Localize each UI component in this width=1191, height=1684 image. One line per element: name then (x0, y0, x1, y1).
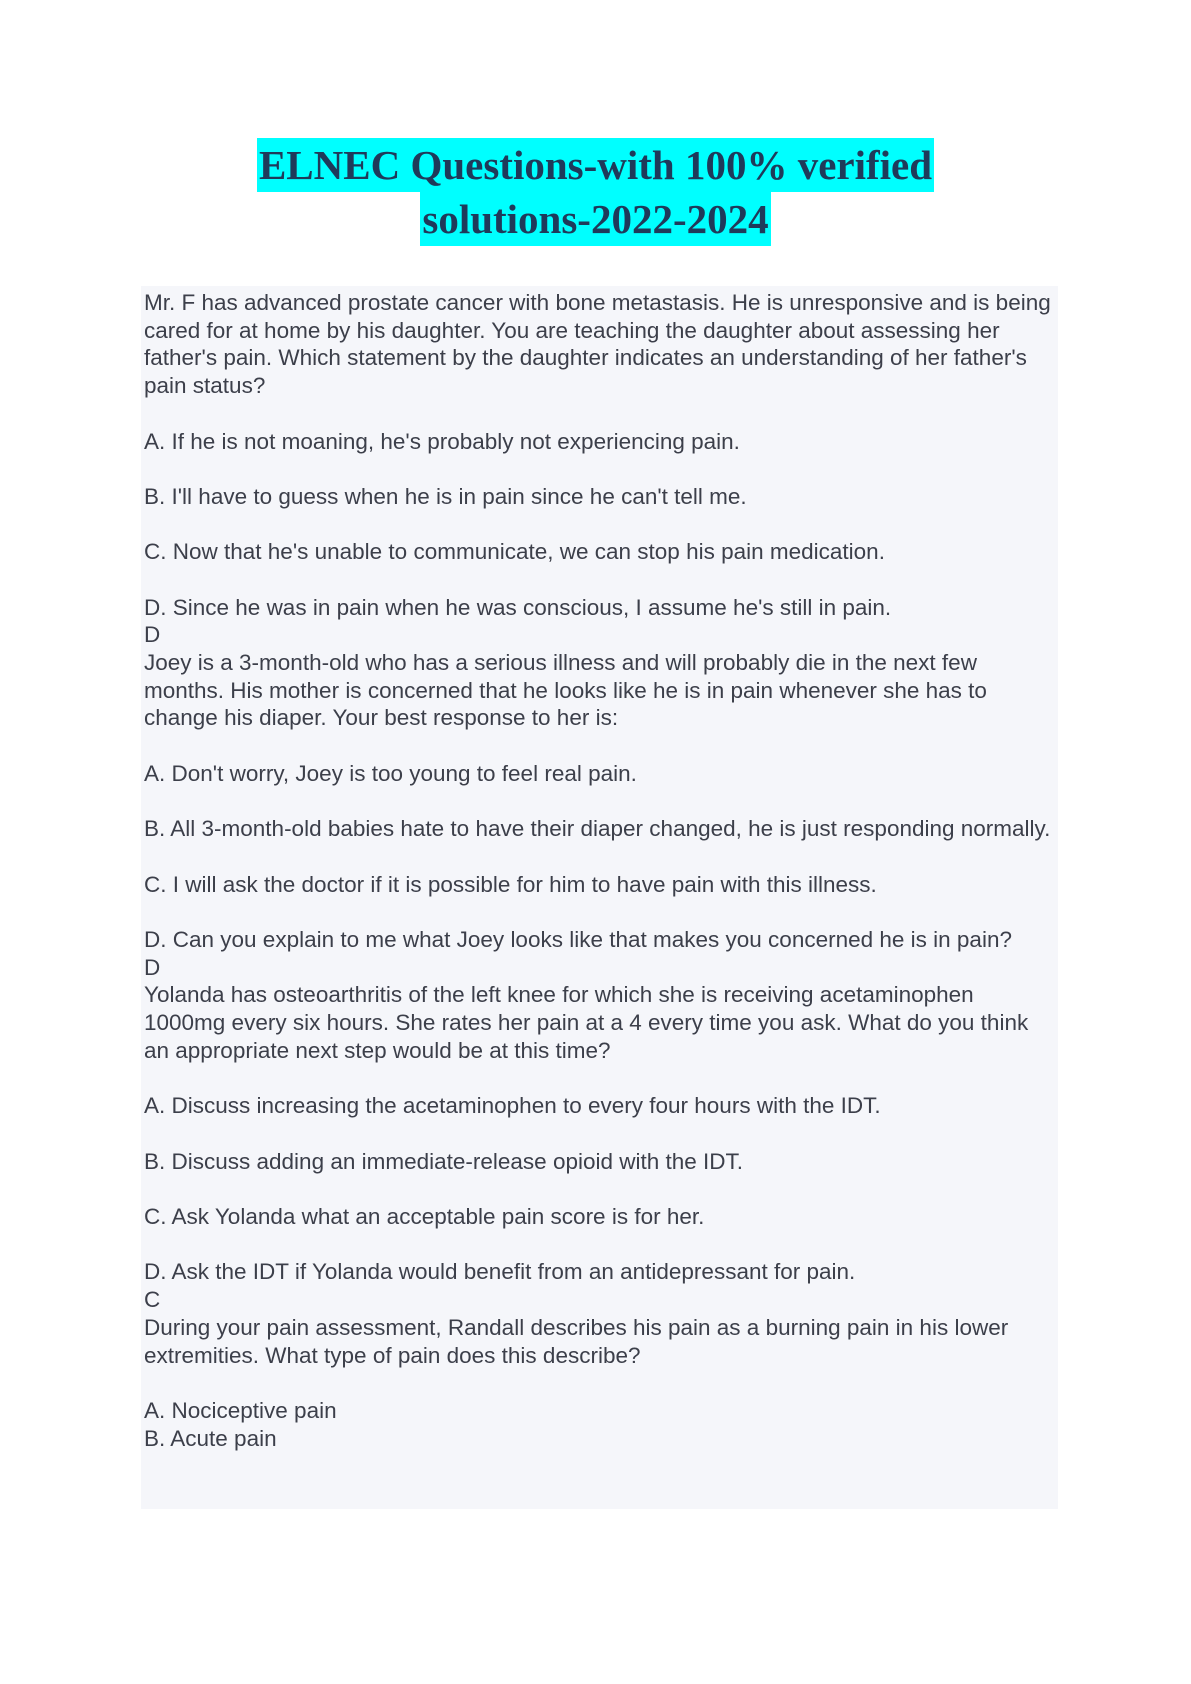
answer-option: A. Don't worry, Joey is too young to feel real pain. (144, 760, 637, 786)
question-stem: Joey is a 3-month-old who has a serious illness and will probably die in the next few months. His mother is concerned that he looks like he is in pain whenever she has to change his diaper. Your best response to her is: (144, 650, 987, 731)
question-stem: Mr. F has advanced prostate cancer with bone metastasis. He is unresponsive and is being cared for at home by his daughter. You are teaching the daughter about assessing her father's pain. Which statement by the daughter indicates an understanding of her father's pain status? (144, 290, 1051, 399)
answer-option: B. Discuss adding an immediate-release opioid with the IDT. (144, 1148, 744, 1174)
answer-option: B. I'll have to guess when he is in pain since he can't tell me. (144, 483, 747, 509)
page-title (0, 138, 1191, 246)
answer-option: C. Ask Yolanda what an acceptable pain score is for her. (144, 1204, 705, 1230)
question-stem: Yolanda has osteoarthritis of the left knee for which she is receiving acetaminophen 1000mg every six hours. She rates her pain at a 4 every time you ask. What do you think an appropriate next step would be at this time? (144, 982, 1029, 1063)
question-stem: During your pain assessment, Randall describes his pain as a burning pain in his lower extremities. What type of pain does this describe? (144, 1314, 1009, 1368)
page-title-line-2: solutions-2022-2024 (420, 192, 770, 246)
answer-option: D. Since he was in pain when he was conscious, I assume he's still in pain. (144, 594, 892, 620)
answer-option: D. Ask the IDT if Yolanda would benefit from an antidepressant for pain. (144, 1259, 856, 1285)
question-content (141, 286, 1058, 1509)
correct-answer: D (144, 954, 161, 980)
answer-option: A. Discuss increasing the acetaminophen to every four hours with the IDT. (144, 1093, 881, 1119)
answer-option: D. Can you explain to me what Joey looks like that makes you concerned he is in pain? (144, 927, 1012, 953)
answer-option: A. If he is not moaning, he's probably not experiencing pain. (144, 428, 740, 454)
answer-option: C. I will ask the doctor if it is possible for him to have pain with this illness. (144, 871, 877, 897)
answer-option: B. All 3-month-old babies hate to have their diaper changed, he is just responding normally. (144, 816, 1051, 842)
answer-option: C. Now that he's unable to communicate, we can stop his pain medication. (144, 539, 885, 565)
page-title-line-1: ELNEC Questions-with 100% verified (257, 138, 934, 192)
correct-answer: D (144, 622, 161, 648)
correct-answer: C (144, 1287, 161, 1313)
answer-option: B. Acute pain (144, 1425, 277, 1451)
answer-option: A. Nociceptive pain (144, 1397, 337, 1423)
